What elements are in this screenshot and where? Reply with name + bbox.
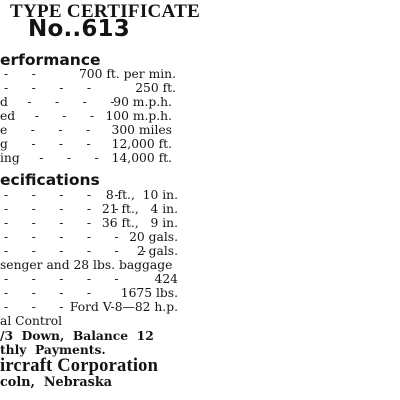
row-label: - - - - - bbox=[4, 202, 119, 216]
row-label: g - - - bbox=[0, 137, 91, 151]
row-label: - - - - - bbox=[4, 188, 119, 202]
row-value: 1675 lbs. bbox=[120, 286, 178, 300]
row-label: d - - - - bbox=[0, 95, 115, 109]
row-value: 90 m.p.h. bbox=[113, 95, 172, 109]
row-value: 8 ft., 10 in. bbox=[105, 188, 178, 202]
row-value: Ford V-8—82 h.p. bbox=[69, 300, 178, 314]
corporation-name: ircraft Corporation bbox=[0, 356, 159, 376]
performance-row bbox=[0, 137, 172, 151]
terms-line-2: thly Payments. bbox=[0, 342, 106, 357]
row-label: - - - - bbox=[4, 216, 91, 230]
performance-row bbox=[4, 81, 176, 95]
row-value: 36 ft., 9 in. bbox=[101, 216, 178, 230]
row-value: 2 gals. bbox=[136, 244, 178, 258]
specification-row bbox=[4, 286, 178, 300]
row-label: - - - - - bbox=[4, 230, 119, 244]
row-value: 12,000 ft. bbox=[111, 137, 172, 151]
performance-row bbox=[0, 95, 172, 109]
performance-row bbox=[0, 109, 172, 123]
row-label: ed - - - bbox=[0, 109, 95, 123]
performance-row bbox=[0, 123, 172, 137]
certificate-title: TYPE CERTIFICATE bbox=[10, 1, 201, 22]
performance-row bbox=[4, 67, 176, 81]
row-label: ing - - - bbox=[0, 151, 99, 165]
specification-row bbox=[4, 188, 178, 202]
row-value: 100 m.p.h. bbox=[105, 109, 172, 123]
row-label: senger and 28 lbs. baggage bbox=[0, 258, 173, 272]
row-label: - - - - bbox=[4, 286, 91, 300]
specification-row bbox=[0, 314, 174, 328]
row-label: - - - - - - bbox=[4, 244, 147, 258]
row-label: - - - - bbox=[4, 81, 91, 95]
row-label: e - - - bbox=[0, 123, 91, 137]
row-value: 300 miles bbox=[111, 123, 172, 137]
row-value: 14,000 ft. bbox=[111, 151, 172, 165]
specification-row bbox=[4, 272, 178, 286]
specifications-heading: ecifications bbox=[0, 171, 100, 189]
specification-row bbox=[4, 300, 178, 314]
row-value: 700 ft. per min. bbox=[78, 67, 176, 81]
row-label: al Control bbox=[0, 314, 63, 328]
row-value: 21 ft., 4 in. bbox=[101, 202, 178, 216]
row-value: 250 ft. bbox=[135, 81, 176, 95]
specification-row bbox=[0, 258, 174, 272]
specification-row bbox=[4, 202, 178, 216]
specification-row bbox=[4, 216, 178, 230]
row-value: 424 bbox=[154, 272, 178, 286]
corporation-city: coln, Nebraska bbox=[0, 375, 113, 390]
row-label: - - - - - bbox=[4, 272, 119, 286]
row-label: - - - bbox=[4, 300, 64, 314]
specification-row bbox=[4, 230, 178, 244]
row-value: 20 gals. bbox=[129, 230, 178, 244]
specification-row bbox=[4, 244, 178, 258]
performance-row bbox=[0, 151, 172, 165]
terms-line-1: /3 Down, Balance 12 bbox=[0, 328, 154, 343]
certificate-number: No..613 bbox=[28, 16, 130, 42]
performance-heading: erformance bbox=[0, 51, 101, 69]
row-label: - - bbox=[4, 67, 36, 81]
